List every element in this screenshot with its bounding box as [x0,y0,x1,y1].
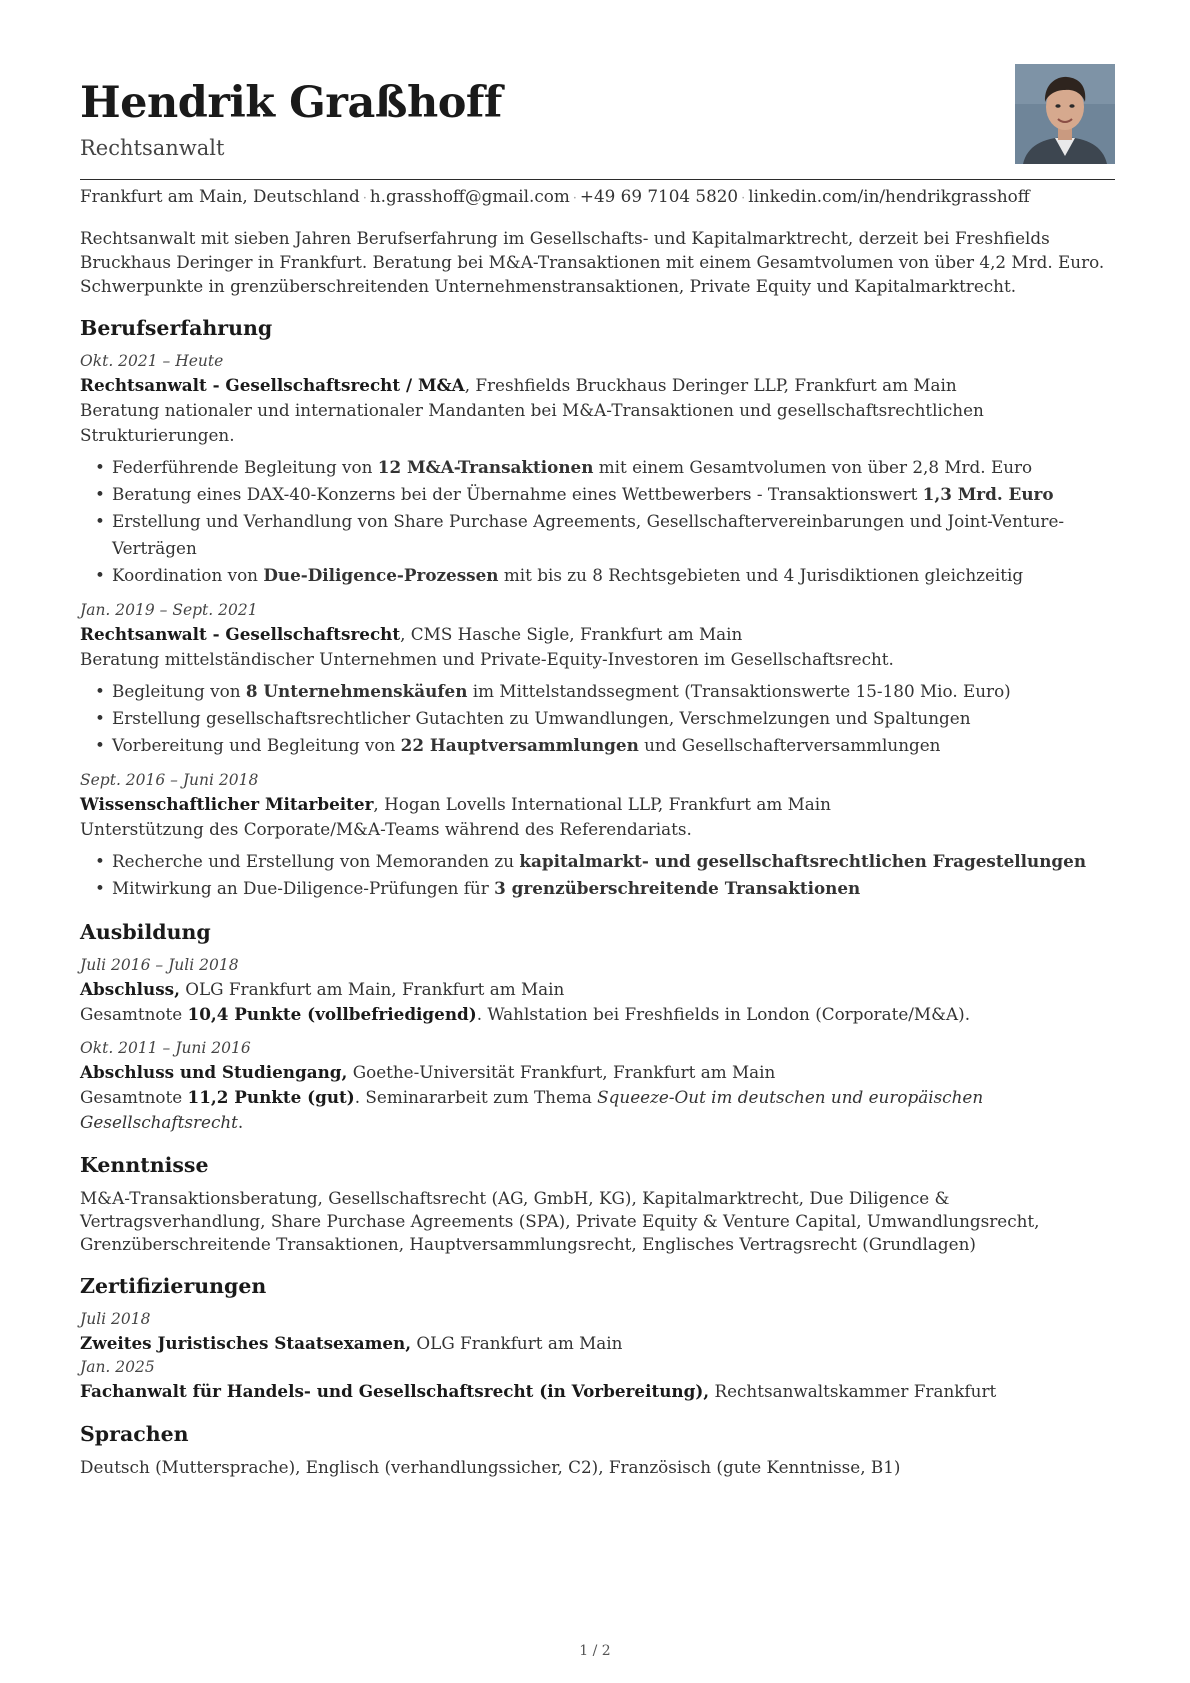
entry-heading [80,792,1115,817]
candidate-title: Rechtsanwalt [80,136,225,160]
section-heading-experience: Berufserfahrung [80,316,273,340]
entry-description: Beratung mittelständischer Unternehmen und Private-Equity-Investoren im Gesellschaftsrecht. [80,649,894,669]
entry-heading [80,622,1115,647]
achievement-item [80,732,1115,759]
achievement-item [80,705,1115,732]
education-entry [80,1037,1115,1135]
entry-description: Beratung nationaler und internationaler Mandanten bei M&A-Transaktionen und gesellschaftsrechtlichen Strukturierungen. [80,400,984,445]
certification-name: Fachanwalt für Handels- und Gesellschaftsrecht (in Vorbereitung), [80,1381,710,1401]
entry-date: Jan. 2025 [80,1358,155,1376]
experience-list [80,350,1115,902]
contact-separator: · [572,191,577,206]
achievement-item [80,875,1115,902]
contact-separator: · [741,191,746,206]
entry-date: Juli 2018 [80,1310,151,1328]
contact-line [80,186,1115,206]
education-detail [80,1002,1115,1027]
candidate-name: Hendrik Graßhoff [80,78,502,128]
certification-entry [80,1356,1115,1404]
bold-text: Due-Diligence-Prozessen [263,565,499,585]
experience-entry [80,599,1115,759]
portrait-photo [1015,64,1115,164]
job-employer: , Hogan Lovells International LLP, Frankfurt am Main [373,794,831,814]
header-divider [80,179,1115,180]
bold-text: 1,3 Mrd. Euro [922,484,1054,504]
job-employer: , Freshfields Bruckhaus Deringer LLP, Frankfurt am Main [464,375,957,395]
section-heading-skills: Kenntnisse [80,1153,209,1177]
certification-issuer: OLG Frankfurt am Main [411,1333,623,1353]
education-list [80,954,1115,1135]
section-heading-education: Ausbildung [80,920,211,944]
text-run: . [237,1112,244,1132]
text-run: Federführende Begleitung von [112,457,378,477]
bold-text: 11,2 Punkte (gut) [187,1087,355,1107]
text-run: im Mittelstandssegment (Transaktionswerte 15-180 Mio. Euro) [467,681,1011,701]
bold-text: 22 Hauptversammlungen [400,735,639,755]
text-run: mit einem Gesamtvolumen von über 2,8 Mrd. Euro [593,457,1033,477]
entry-heading [80,977,1115,1002]
certification-entry [80,1308,1115,1356]
skills-text: M&A-Transaktionsberatung, Gesellschaftsrecht (AG, GmbH, KG), Kapitalmarktrecht, Due Diligence & Vertragsverhandlung, Share Purchase Agreements (SPA), Private Equity & Venture Capital, Umwandlungsrecht, Grenzüberschreitende Transaktionen, Hauptversammlungsrecht, Englisches Vertragsrecht (Grundlagen) [80,1188,1040,1254]
achievement-list [80,454,1115,589]
contact-email[interactable]: h.grasshoff@gmail.com [369,186,570,206]
achievement-item [80,678,1115,705]
resume-page [80,0,1115,1479]
entry-date: Sept. 2016 – Juni 2018 [80,771,259,789]
degree-name: Abschluss und Studiengang, [80,1062,348,1082]
text-run: Erstellung gesellschaftsrechtlicher Gutachten zu Umwandlungen, Verschmelzungen und Spaltungen [112,708,971,728]
contact-linkedin[interactable]: linkedin.com/in/hendrikgrasshoff [748,186,1030,206]
entry-date: Okt. 2021 – Heute [80,352,224,370]
institution-name: Goethe-Universität Frankfurt, Frankfurt am Main [347,1062,776,1082]
text-run: Mitwirkung an Due-Diligence-Prüfungen für [112,878,495,898]
bold-text: 3 grenzüberschreitende Transaktionen [494,878,861,898]
achievement-list [80,678,1115,759]
bold-text: 12 M&A-Transaktionen [377,457,594,477]
achievement-list [80,848,1115,902]
entry-date: Okt. 2011 – Juni 2016 [80,1039,251,1057]
text-run: und Gesellschafterversammlungen [638,735,941,755]
entry-description: Unterstützung des Corporate/M&A-Teams während des Referendariats. [80,819,692,839]
entry-date: Jan. 2019 – Sept. 2021 [80,601,258,619]
entry-date: Juli 2016 – Juli 2018 [80,956,239,974]
text-run: . Wahlstation bei Freshfields in London (Corporate/M&A). [476,1004,971,1024]
experience-entry [80,350,1115,589]
contact-location: Frankfurt am Main, Deutschland [80,186,360,206]
job-role: Rechtsanwalt - Gesellschaftsrecht [80,624,401,644]
text-run: Beratung eines DAX-40-Konzerns bei der Übernahme eines Wettbewerbers - Transaktionswert [112,484,923,504]
page-number: 1 / 2 [579,1643,611,1659]
certification-heading [80,1379,1115,1404]
bold-text: kapitalmarkt- und gesellschaftsrechtlichen Fragestellungen [519,851,1087,871]
experience-entry [80,769,1115,902]
entry-heading [80,373,1115,398]
certification-name: Zweites Juristisches Staatsexamen, [80,1333,412,1353]
achievement-item [80,562,1115,589]
text-run: Vorbereitung und Begleitung von [112,735,401,755]
certification-issuer: Rechtsanwaltskammer Frankfurt [709,1381,997,1401]
text-run: Gesamtnote [80,1004,188,1024]
certification-heading [80,1331,1115,1356]
resume-header [80,0,1115,180]
job-employer: , CMS Hasche Sigle, Frankfurt am Main [400,624,743,644]
job-role: Rechtsanwalt - Gesellschaftsrecht / M&A [80,375,465,395]
bold-text: 8 Unternehmenskäufen [245,681,468,701]
text-run: Begleitung von [112,681,246,701]
entry-heading [80,1060,1115,1085]
achievement-item [80,454,1115,481]
bold-text: 10,4 Punkte (vollbefriedigend) [187,1004,477,1024]
achievement-item [80,508,1115,562]
education-detail [80,1085,1115,1135]
text-run: Koordination von [112,565,264,585]
education-entry [80,954,1115,1027]
job-role: Wissenschaftlicher Mitarbeiter [80,794,374,814]
achievement-item [80,848,1115,875]
languages-text: Deutsch (Muttersprache), Englisch (verhandlungssicher, C2), Französisch (gute Kenntnisse, B1) [80,1457,901,1477]
section-heading-languages: Sprachen [80,1422,189,1446]
profile-summary: Rechtsanwalt mit sieben Jahren Berufserfahrung im Gesellschafts- und Kapitalmarktrecht, derzeit bei Freshfields Bruckhaus Deringer in Frankfurt. Beratung bei M&A-Transaktionen mit einem Gesamtvolumen von über 4,2 Mrd. Euro. Schwerpunkte in grenzüberschreitenden Unternehmenstransaktionen, Private Equity und Kapitalmarktrecht. [80,228,1105,296]
text-run: mit bis zu 8 Rechtsgebieten und 4 Jurisdiktionen gleichzeitig [498,565,1024,585]
institution-name: OLG Frankfurt am Main, Frankfurt am Main [179,979,565,999]
contact-phone[interactable]: +49 69 7104 5820 [579,186,739,206]
certification-list [80,1308,1115,1404]
achievement-item [80,481,1115,508]
text-run: Erstellung und Verhandlung von Share Purchase Agreements, Gesellschaftervereinbarungen und Joint-Venture-Verträgen [112,511,1065,558]
text-run: Recherche und Erstellung von Memoranden zu [112,851,520,871]
contact-separator: · [362,191,367,206]
italic-text: Squeeze-Out im deutschen und europäischen Gesellschaftsrecht [80,1087,984,1132]
text-run: Gesamtnote [80,1087,188,1107]
text-run: . Seminararbeit zum Thema [354,1087,598,1107]
section-heading-certifications: Zertifizierungen [80,1274,267,1298]
degree-name: Abschluss, [80,979,180,999]
